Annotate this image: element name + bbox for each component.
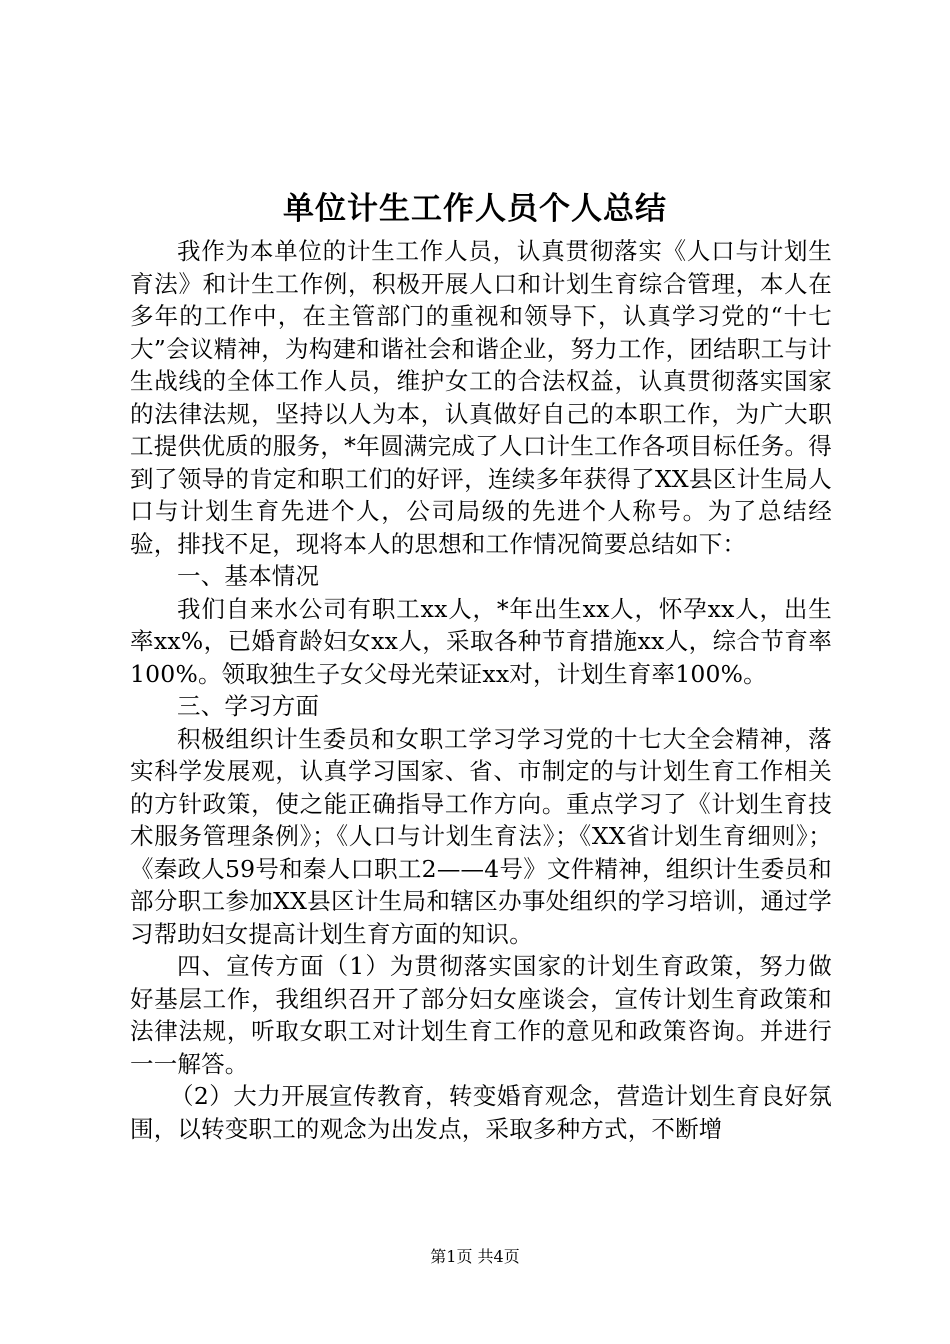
- document-body: [130, 235, 832, 1145]
- section-heading-basic-situation: 一、基本情况: [177, 562, 320, 590]
- paragraph-study: 积极组织计生委员和女职工学习学习党的十七大全会精神，落实科学发展观，认真学习国家、省、市制定的与计划生育工作相关的方针政策，使之能正确指导工作方向。重点学习了《计划生育技术服务管理条例》；《人口与计划生育法》；《XX省计划生育细则》；《秦政人59号和秦人口职工2——4号》文件精神，组织计生委员和部分职工参加XX县区计生局和辖区办事处组织的学习培训，通过学习帮助妇女提高计划生育方面的知识。: [130, 724, 832, 948]
- page-number-footer: 第1页 共4页: [430, 1247, 520, 1266]
- paragraph-publicity-1: 四、宣传方面（1）为贯彻落实国家的计划生育政策，努力做好基层工作，我组织召开了部分妇女座谈会，宣传计划生育政策和法律法规，听取女职工对计划生育工作的意见和政策咨询。并进行一一解答。: [130, 952, 832, 1078]
- paragraph-intro: 我作为本单位的计生工作人员，认真贯彻落实《人口与计划生育法》和计生工作例，积极开展人口和计划生育综合管理，本人在多年的工作中，在主管部门的重视和领导下，认真学习党的“十七大”会议精神，为构建和谐社会和谐企业，努力工作，团结职工与计生战线的全体工作人员，维护女工的合法权益，认真贯彻落实国家的法律法规，坚持以人为本，认真做好自己的本职工作，为广大职工提供优质的服务，*年圆满完成了人口计生工作各项目标任务。得到了领导的肯定和职工们的好评，连续多年获得了XX县区计生局人口与计划生育先进个人，公司局级的先进个人称号。为了总结经验，排找不足，现将本人的思想和工作情况简要总结如下：: [130, 237, 832, 558]
- section-heading-study: 三、学习方面: [177, 692, 320, 720]
- document-title: 单位计生工作人员个人总结: [283, 191, 667, 227]
- paragraph-basic-situation: 我们自来水公司有职工xx人，*年出生xx人，怀孕xx人，出生率xx%，已婚育龄妇女xx人，采取各种节育措施xx人，综合节育率100%。领取独生子女父母光荣证xx对，计划生育率100%。: [130, 594, 832, 688]
- paragraph-publicity-2: （2）大力开展宣传教育，转变婚育观念，营造计划生育良好氛围，以转变职工的观念为出发点，采取多种方式，不断增: [130, 1082, 832, 1143]
